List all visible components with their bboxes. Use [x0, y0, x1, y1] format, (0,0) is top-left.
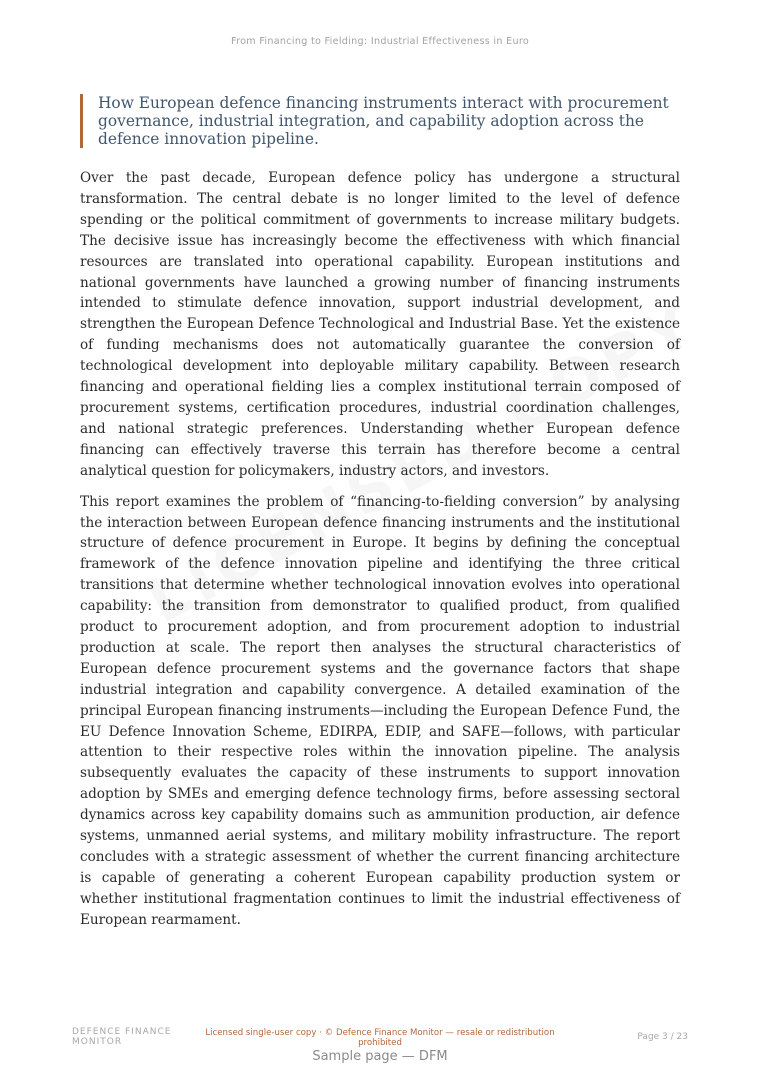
body-paragraph: Over the past decade, European defence policy has undergone a structural transformation. The central debate is no longer limited to the level of defence spending or the political commitment of governments to increase military budgets. The decisive issue has increasingly become the effectiveness with which financial resources are translated into operational capability. European institutions and national governments have launched a growing number of financing instruments intended to stimulate defence innovation, support industrial development, and strengthen the European Defence Technological and Industrial Base. Yet the existence of funding mechanisms does not automatically guarantee the conversion of technological development into deployable military capability. Between research financing and operational fielding lies a complex institutional terrain composed of procurement systems, certification procedures, industrial coordination challenges, and national strategic preferences. Understanding whether European defence financing can effectively traverse this terrain has therefore become a central analytical question for policymakers, industry actors, and investors. [80, 170, 680, 479]
license-notice: Licensed single-user copy · © Defence Finance Monitor — resale or redistribution prohibited [205, 1028, 555, 1048]
body-paragraph: This report examines the problem of “financing-to-fielding conversion” by analysing the interaction between European defence financing instruments and the institutional structure of defence procurement in Europe. It begins by defining the conceptual framework of the defence innovation pipeline and identifying the three critical transitions that determine whether technological innovation evolves into operational capability: the transition from demonstrator to qualified product, from qualified product to procurement adoption, and from procurement adoption to industrial production at scale. The report then analyses the structural characteristics of European defence procurement systems and the governance factors that shape industrial integration and capability convergence. A detailed examination of the principal European financing instruments—including the European Defence Fund, the EU Defence Innovation Scheme, EDIRPA, EDIP, and SAFE—follows, with particular attention to their respective roles within the innovation pipeline. The analysis subsequently evaluates the capacity of these instruments to support innovation adoption by SMEs and emerging defence technology firms, before assessing sectoral dynamics across key capability domains such as ammunition production, air defence systems, unmanned aerial systems, and military mobility infrastructure. The report concludes with a strategic assessment of whether the current financing architecture is capable of generating a coherent European capability production system or whether institutional fragmentation continues to limit the industrial effectiveness of European rearmament. [80, 493, 680, 928]
pull-quote: How European defence financing instruments interact with procurement governance, industrial integration, and capability adoption across the defence innovation pipeline. [80, 94, 680, 148]
body-text [80, 168, 680, 941]
footer-brand-line: MONITOR [72, 1037, 123, 1047]
page-number: Page 3 / 23 [637, 1032, 688, 1042]
footer-brand-line: DEFENCE FINANCE [72, 1027, 172, 1037]
footer-brand [72, 1027, 202, 1047]
running-header: From Financing to Fielding: Industrial Effectiveness in Euro [230, 36, 530, 47]
sample-page-label: Sample page — DFM [312, 1049, 448, 1064]
